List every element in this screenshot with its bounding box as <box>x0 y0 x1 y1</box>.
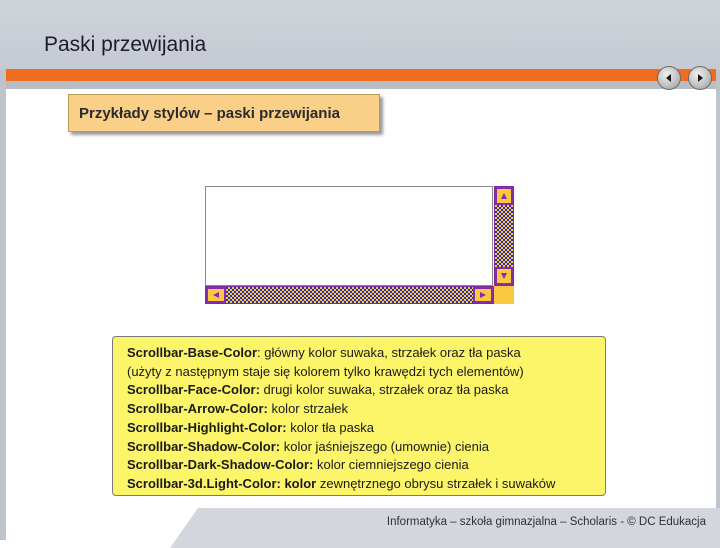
scroll-down-button[interactable] <box>495 267 513 285</box>
arrow-left-icon <box>212 291 220 299</box>
scroll-left-button[interactable] <box>206 287 226 303</box>
next-slide-button[interactable] <box>688 66 712 90</box>
header-divider <box>6 81 716 89</box>
arrow-right-icon <box>479 291 487 299</box>
property-line: Scrollbar-Base-Color: główny kolor suwaka, strzałek oraz tła paska <box>127 345 521 360</box>
property-line: Scrollbar-3d.Light-Color: kolor zewnętrznego obrysu strzałek i suwaków <box>127 475 556 491</box>
scroll-up-button[interactable] <box>495 187 513 205</box>
property-line: Scrollbar-Dark-Shadow-Color: kolor ciemniejszego cienia <box>127 457 469 473</box>
property-list-box <box>112 336 606 496</box>
footer-band <box>170 508 720 548</box>
scrollable-area[interactable] <box>205 186 493 286</box>
scroll-right-button[interactable] <box>473 287 493 303</box>
property-line: Scrollbar-Highlight-Color: kolor tła paska <box>127 419 375 435</box>
property-line: Scrollbar-Face-Color: drugi kolor suwaka, strzałek oraz tła paska <box>127 382 509 398</box>
property-line: (użyty z następnym staje się kolorem tylko krawędzi tych elementów) <box>127 363 524 379</box>
previous-slide-button[interactable] <box>657 66 681 90</box>
page-title: Paski przewijania <box>44 33 207 56</box>
arrow-right-icon <box>695 73 705 83</box>
section-heading-text: Przykłady stylów – paski przewijania <box>79 104 340 122</box>
section-heading <box>68 94 380 132</box>
arrow-down-icon <box>500 272 508 280</box>
arrow-up-icon <box>500 192 508 200</box>
horizontal-scrollbar[interactable] <box>205 286 494 304</box>
footer-credit: Informatyka – szkoła gimnazjalna – Scholaris - © DC Edukacja <box>386 516 706 528</box>
scrollbar-demo <box>205 186 515 304</box>
accent-bar <box>6 69 716 81</box>
header-bar <box>0 0 720 70</box>
scrollbar-corner <box>494 286 514 304</box>
right-frame <box>716 0 720 540</box>
property-line: Scrollbar-Shadow-Color: kolor jaśniejszego (umownie) cienia <box>127 438 489 454</box>
property-line: Scrollbar-Arrow-Color: kolor strzałek <box>127 401 349 417</box>
arrow-left-icon <box>664 73 674 83</box>
